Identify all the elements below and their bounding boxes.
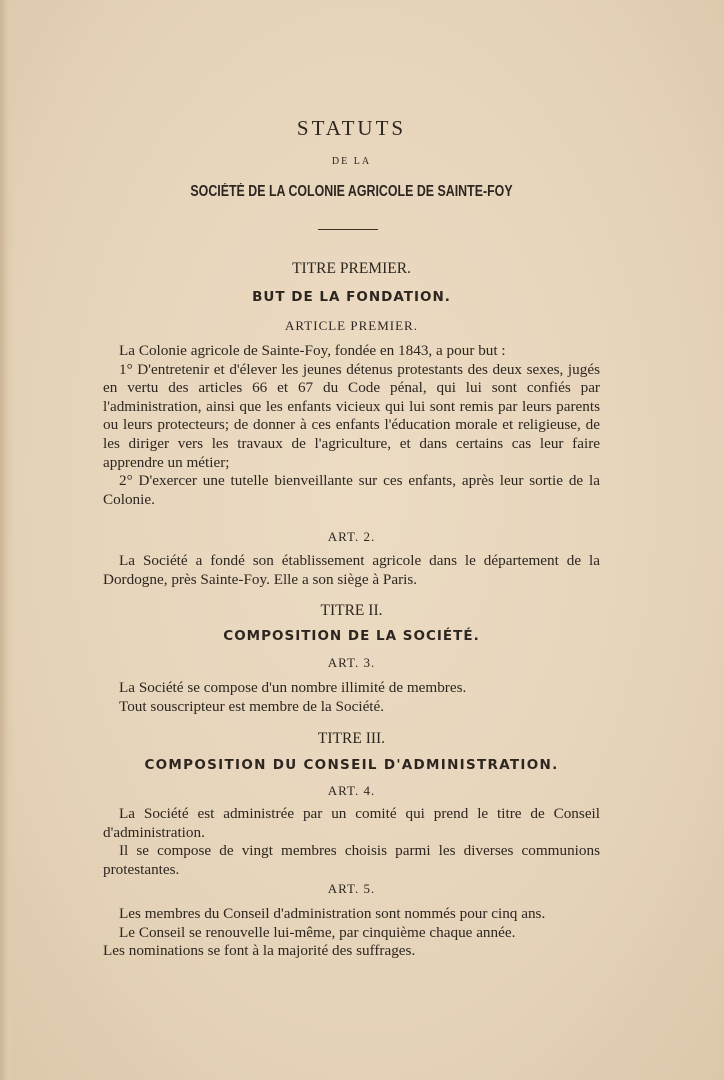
titre-3-heading: COMPOSITION DU CONSEIL D'ADMINISTRATION. xyxy=(144,757,559,773)
article-4-label: ART. 4. xyxy=(327,783,376,798)
paragraph: La Société se compose d'un nombre illimité de membres. xyxy=(119,679,467,696)
article-3-label: ART. 3. xyxy=(327,655,376,670)
paragraph: La Société est administrée par un comité qui prend le titre de Conseil d'administration. xyxy=(103,805,600,841)
paragraph: La Colonie agricole de Sainte-Foy, fondée en 1843, a pour but : xyxy=(119,342,506,359)
document-subtitle-connector: DE LA xyxy=(331,156,372,167)
paragraph: 1° D'entretenir et d'élever les jeunes détenus protestants des deux sexes, jugés en vertu des articles 66 et 67 du Code pénal, qui lui sont confiés par l'administration, ainsi que les enfants vicieux qui lui sont remis par leurs parents ou leurs protecteurs; de donner à ces enfants l'éducation morale et religieuse, de les diriger vers les travaux de l'agriculture, et dans certains cas leur faire apprendre un métier; xyxy=(103,360,600,471)
titre-2-heading: COMPOSITION DE LA SOCIÉTÉ. xyxy=(223,628,480,644)
paragraph: Les nominations se font à la majorité des suffrages. xyxy=(103,942,416,960)
paragraph: Les membres du Conseil d'administration sont nommés pour cinq ans. xyxy=(119,905,546,922)
paragraph: 2° D'exercer une tutelle bienveillante sur ces enfants, après leur sortie de la Colonie. xyxy=(103,472,600,508)
article-5-label: ART. 5. xyxy=(327,881,376,896)
titre-2-label: TITRE II. xyxy=(320,602,383,619)
paragraph: La Société a fondé son établissement agricole dans le département de la Dordogne, près Sainte-Foy. Elle a son siège à Paris. xyxy=(103,552,600,588)
article-1-body xyxy=(103,342,600,509)
document-title: STATUTS xyxy=(296,116,407,140)
article-2-label: ART. 2. xyxy=(327,529,376,544)
article-1-label: ARTICLE PREMIER. xyxy=(285,318,418,333)
article-3-body xyxy=(103,679,600,716)
titre-1-label: TITRE PREMIER. xyxy=(292,260,411,277)
page-edge xyxy=(0,0,14,1080)
paragraph: Tout souscripteur est membre de la Société. xyxy=(119,697,385,715)
paragraph: Il se compose de vingt membres choisis parmi les diverses communions protestantes. xyxy=(103,842,600,878)
titre-1-heading: BUT DE LA FONDATION. xyxy=(252,289,451,305)
article-5-body xyxy=(103,905,600,961)
title-divider xyxy=(318,229,378,230)
titre-3-label: TITRE III. xyxy=(317,730,386,747)
article-2-body xyxy=(103,552,600,589)
article-4-body xyxy=(103,805,600,879)
society-name: SOCIÉTÉ DE LA COLONIE AGRICOLE DE SAINTE-FOY xyxy=(190,183,513,200)
paragraph: Le Conseil se renouvelle lui-même, par cinquième chaque année. xyxy=(119,923,516,941)
